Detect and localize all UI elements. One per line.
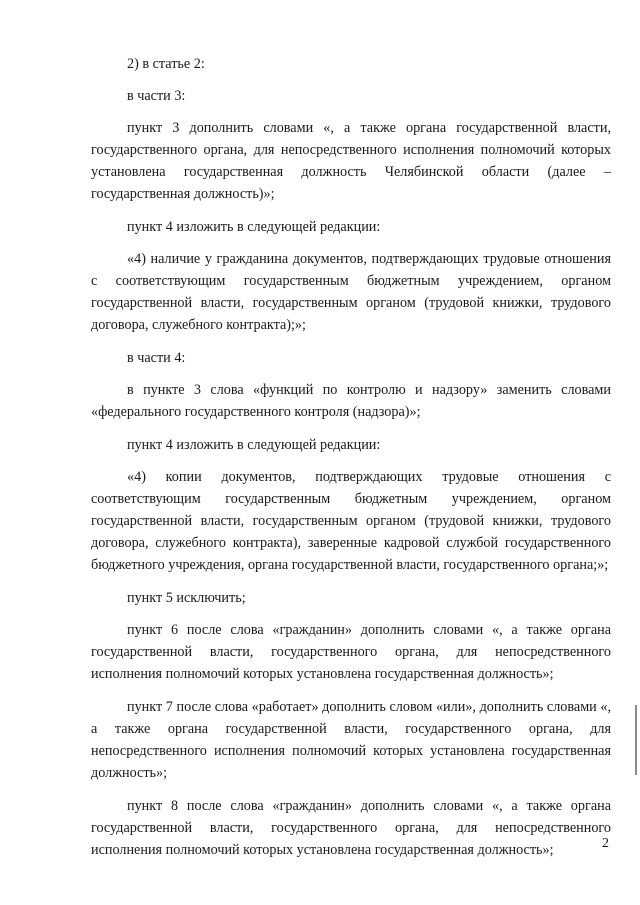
- paragraph-part-4: в части 4:: [127, 350, 186, 366]
- paragraph-point-3-part-4: в пункте 3 слова «функций по контролю и надзору» заменить словами «федерального государственного контроля (надзора)»;: [91, 382, 611, 420]
- paragraph-point-8: пункт 8 после слова «гражданин» дополнить словами «, а также органа государственной власти, государственного органа, для непосредственного исполнения полномочий которых установлена государственная должность»;: [91, 798, 611, 858]
- paragraph-point-4-instruction-part-4: пункт 4 изложить в следующей редакции:: [127, 437, 381, 453]
- scan-edge-mark: [635, 705, 637, 775]
- document-body: [91, 53, 611, 872]
- paragraph-article-2: 2) в статье 2:: [127, 56, 205, 72]
- paragraph-part-3: в части 3:: [127, 88, 186, 104]
- paragraph-point-4-instruction-part-3: пункт 4 изложить в следующей редакции:: [127, 219, 381, 235]
- paragraph-point-3-part-3: пункт 3 дополнить словами «, а также органа государственной власти, государственного органа, для непосредственного исполнения полномочий которых установлена государственная должность Челябинской области (далее – государственная должность)»;: [91, 120, 611, 202]
- page-number: 2: [602, 836, 609, 851]
- paragraph-point-4-text-part-3: «4) наличие у гражданина документов, подтверждающих трудовые отношения с соответствующим государственным бюджетным учреждением, органом государственной власти, государственным органом (трудовой книжки, трудового договора, служебного контракта);»;: [91, 251, 611, 333]
- paragraph-point-6: пункт 6 после слова «гражданин» дополнить словами «, а также органа государственной власти, государственного органа, для непосредственного исполнения полномочий которых установлена государственная должность»;: [91, 622, 611, 682]
- paragraph-point-7: пункт 7 после слова «работает» дополнить словом «или», дополнить словами «, а также органа государственной власти, государственного органа, для непосредственного исполнения полномочий которых установлена государственная должность»;: [91, 699, 611, 781]
- paragraph-point-4-text-part-4: «4) копии документов, подтверждающих трудовые отношения с соответствующим государственным бюджетным учреждением, органом государственной власти, государственным органом (трудовой книжки, трудового договора, служебного контракта), заверенные кадровой службой государственного бюджетного учреждения, органа государственной власти, государственного органа;»;: [91, 469, 611, 573]
- paragraph-point-5: пункт 5 исключить;: [127, 590, 246, 606]
